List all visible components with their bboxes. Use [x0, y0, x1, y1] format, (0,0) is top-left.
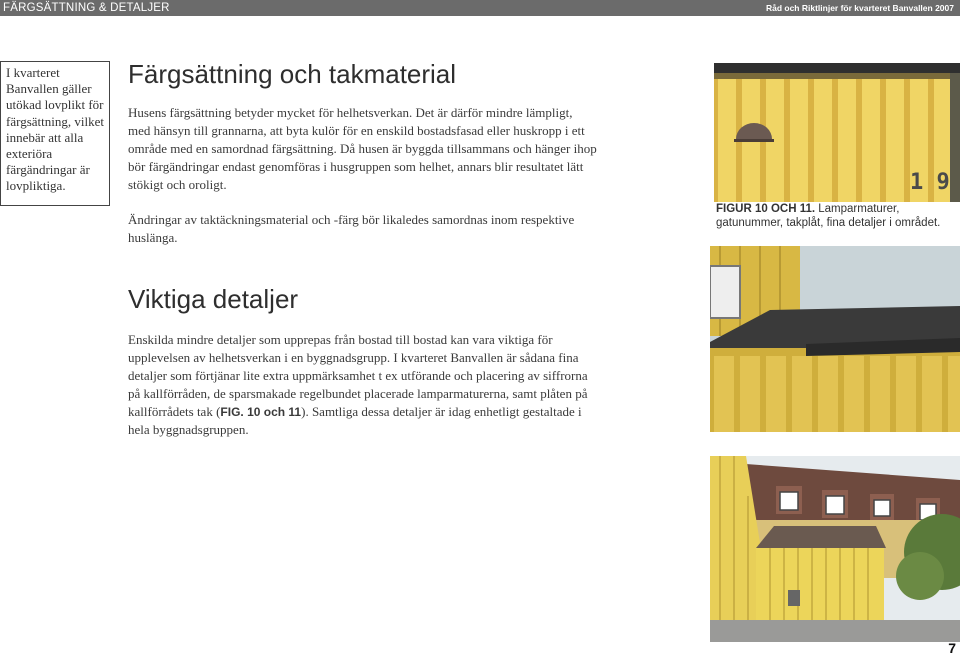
- caption-label: FIGUR 10 OCH 11.: [716, 203, 816, 215]
- paragraph-detaljer-text: Enskilda mindre detaljer som upprepas från bostad till bostad kan vara viktiga för upplevelsen av helhetsverkan i en byggnadsgrupp. I kvarteret Banvallen är sådana fina detaljer som förtjänar lite extra uppmärksamhet t ex utförande och placering av siffrorna på kallförråden, de sparsmakade regelbundet placerade lamparmaturerna, samt plåten på kallförrådets tak (: [128, 332, 588, 419]
- paragraph-detaljer: [128, 331, 598, 439]
- paragraph-detaljer-end: ). Samtliga dessa detaljer är idag enhetligt gestaltade i hela byggnadsgruppen.: [128, 404, 582, 437]
- page-header: [0, 0, 960, 16]
- paragraph-fargsattning: Husens färgsättning betyder mycket för helhetsverkan. Det är därför mindre lämpligt, med hänsyn till grannarna, att byta kulör för en enskild bostadsfasad eller huskropp i ett område med en samordnad färgsättning. Då husen är byggda tillsammans och hänger ihop bör färgändringar endast genomföras i husgruppen som helhet, annars blir resultatet lätt stökigt och oroligt.: [128, 105, 597, 192]
- paragraph-takmaterial: Ändringar av taktäckningsmaterial och -färg bör likaledes samordnas inom respektive huslänga.: [128, 212, 575, 245]
- heading-fargsattning: Färgsättning och takmaterial: [128, 59, 457, 89]
- figure-reference: FIG. 10 och 11: [220, 405, 302, 419]
- section-title: FÄRGSÄTTNING & DETALJER: [3, 2, 170, 14]
- lovplikt-note: I kvarteret Banvallen gäller utökad lovplikt för färgsättning, vilket innebär att alla exteriöra färgändringar är lovpliktiga.: [0, 61, 110, 206]
- document-title: Råd och Riktlinjer för kvarteret Banvallen 2007: [765, 3, 954, 13]
- photo-storage-roof-detail: [710, 246, 960, 432]
- photo-lamp-and-number: [714, 63, 960, 202]
- house-number: 1 9: [910, 170, 950, 195]
- heading-viktiga-detaljer: Viktiga detaljer: [128, 284, 299, 314]
- photo-storage-buildings: [710, 456, 960, 642]
- page-number: 7: [948, 640, 956, 656]
- caption-text: Lamparmaturer, gatunummer, takplåt, fina detaljer i området.: [716, 203, 941, 229]
- figure-caption: [716, 202, 956, 230]
